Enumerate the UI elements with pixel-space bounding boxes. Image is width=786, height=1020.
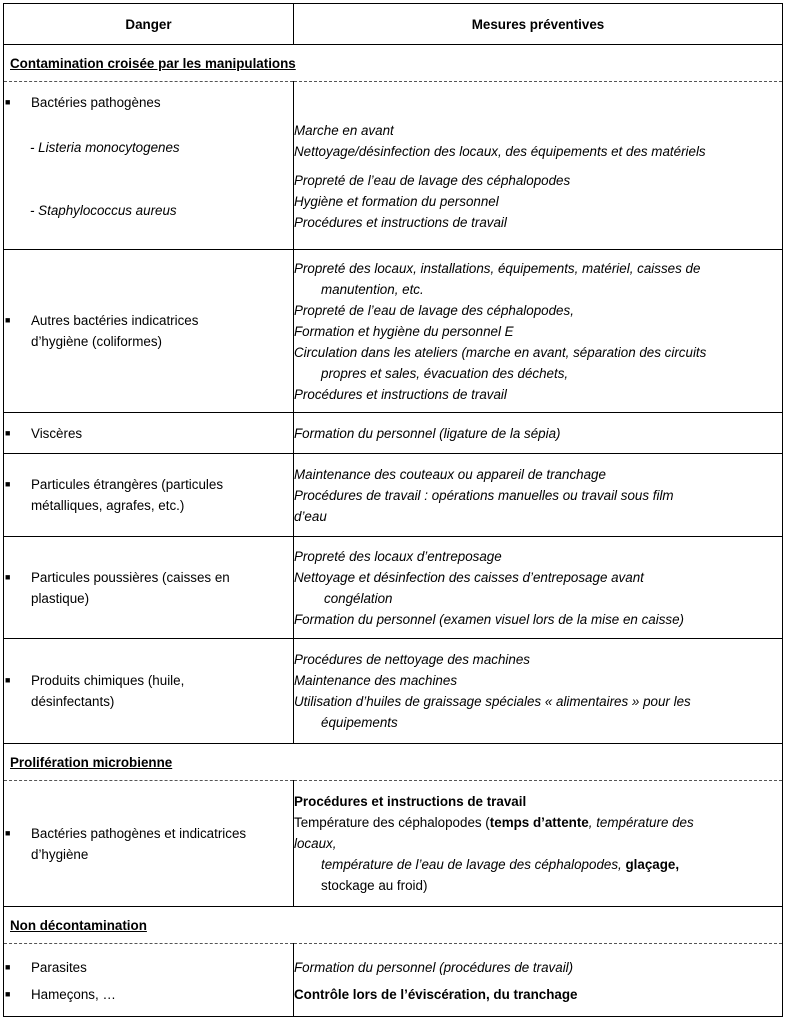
danger-label: d’hygiène xyxy=(31,846,89,862)
section-title-non-decontamination: Non décontamination xyxy=(10,917,147,933)
measure-line: Procédures et instructions de travail xyxy=(294,215,507,230)
bullet-icon: ■ xyxy=(5,427,11,438)
pathogen-subitem: - Staphylococcus aureus xyxy=(30,203,177,218)
section-row xyxy=(4,907,783,944)
table-row xyxy=(4,454,783,537)
measure-text: température de l’eau de lavage des céphalopodes, xyxy=(321,857,622,872)
table-row xyxy=(4,639,783,744)
measure-line: congélation xyxy=(324,590,393,606)
measure-line: Procédures et instructions de travail xyxy=(294,794,527,809)
measure-line: Utilisation d’huiles de graissage spéciales « alimentaires » pour les xyxy=(294,694,691,709)
bullet-icon: ■ xyxy=(5,962,11,972)
danger-label: Particules étrangères (particules xyxy=(31,477,224,492)
bullet-icon: ■ xyxy=(5,571,11,582)
measure-line: Maintenance des machines xyxy=(294,673,458,688)
measure-line: stockage au froid) xyxy=(321,878,428,893)
measure-line: propres et sales, évacuation des déchets, xyxy=(321,365,569,381)
danger-label: d’hygiène (coliformes) xyxy=(31,334,162,349)
measure-line: Propreté de l’eau de lavage des céphalopodes, xyxy=(294,302,574,318)
header-danger: Danger xyxy=(4,4,294,45)
measure-line: Formation du personnel (procédures de travail) xyxy=(294,960,574,975)
danger-label: Parasites xyxy=(31,960,87,975)
measure-line: Procédures de nettoyage des machines xyxy=(294,652,530,667)
measure-text-bold: glaçage, xyxy=(625,857,680,872)
measure-line: Hygiène et formation du personnel xyxy=(294,194,499,209)
bullet-icon: ■ xyxy=(5,827,11,838)
bullet-icon: ■ xyxy=(5,315,11,325)
danger-label: Bactéries pathogènes et indicatrices xyxy=(31,825,247,841)
table-row xyxy=(4,537,783,639)
measure-line: Contrôle lors de l’éviscération, du tranchage xyxy=(294,987,578,1002)
bullet-icon: ■ xyxy=(5,675,11,685)
measure-line: Maintenance des couteaux ou appareil de tranchage xyxy=(294,466,606,482)
section-title-cross-contamination: Contamination croisée par les manipulations xyxy=(10,55,296,71)
table-row xyxy=(4,781,783,907)
section-title-microbial-growth: Prolifération microbienne xyxy=(10,754,173,770)
table-row xyxy=(4,413,783,454)
measure-line: locaux, xyxy=(294,836,337,851)
measure-line: manutention, etc. xyxy=(321,281,424,297)
bullet-icon: ■ xyxy=(5,989,11,999)
measure-line: équipements xyxy=(321,715,398,730)
measure-line: Formation du personnel (examen visuel lors de la mise en caisse) xyxy=(294,611,684,627)
table-row xyxy=(4,82,783,250)
measure-line: Nettoyage/désinfection des locaux, des équipements et des matériels xyxy=(294,144,706,159)
bullet-icon: ■ xyxy=(5,479,11,489)
danger-label: Bactéries pathogènes xyxy=(31,95,161,110)
table-header xyxy=(4,4,783,45)
danger-label: Autres bactéries indicatrices xyxy=(31,313,199,328)
danger-label: Produits chimiques (huile, xyxy=(31,673,185,688)
table-row xyxy=(4,980,783,1017)
measure-line: Formation et hygiène du personnel E xyxy=(294,323,514,339)
measure-text: , température des xyxy=(588,815,694,830)
measure-line: Procédures de travail : opérations manuelles ou travail sous film xyxy=(294,487,674,503)
measure-text: Température des céphalopodes ( xyxy=(294,815,490,830)
hazard-table xyxy=(3,3,783,1017)
table-row xyxy=(4,250,783,413)
danger-label: plastique) xyxy=(31,590,90,606)
measure-line: Propreté des locaux, installations, équipements, matériel, caisses de xyxy=(294,260,701,276)
table-row xyxy=(4,944,783,981)
danger-label: Viscères xyxy=(31,425,83,441)
measure-line: Circulation dans les ateliers (marche en avant, séparation des circuits xyxy=(294,344,707,360)
measure-line: Marche en avant xyxy=(294,123,394,138)
measure-line: Propreté de l’eau de lavage des céphalopodes xyxy=(294,173,571,188)
header-measures: Mesures préventives xyxy=(294,4,783,45)
measure-line: Procédures et instructions de travail xyxy=(294,386,507,402)
measure-line: d’eau xyxy=(294,508,327,524)
measure-line: Formation du personnel (ligature de la sépia) xyxy=(294,425,561,441)
bullet-icon: ■ xyxy=(5,97,11,107)
danger-label: Hameçons, … xyxy=(31,987,116,1002)
section-row xyxy=(4,744,783,781)
danger-label: métalliques, agrafes, etc.) xyxy=(31,498,185,513)
danger-label: Particules poussières (caisses en xyxy=(31,569,230,585)
measure-line: Propreté des locaux d’entreposage xyxy=(294,548,502,564)
measure-line: Nettoyage et désinfection des caisses d’entreposage avant xyxy=(294,569,644,585)
danger-label: désinfectants) xyxy=(31,694,115,709)
section-row xyxy=(4,45,783,82)
pathogen-subitem: - Listeria monocytogenes xyxy=(30,140,180,155)
measure-text-bold: temps d’attente xyxy=(489,815,589,830)
